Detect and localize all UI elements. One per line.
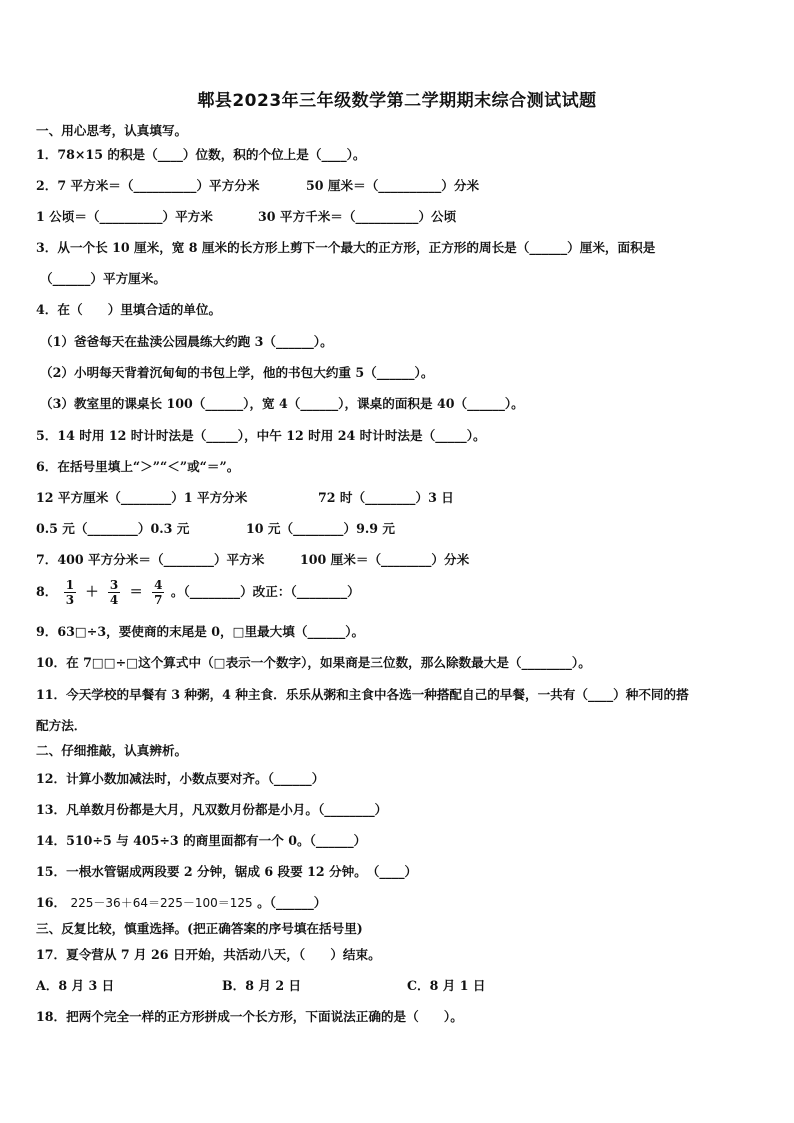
question-13: 13．凡单数月份都是大月，凡双数月份都是小月。（________） — [36, 802, 388, 817]
question-17-option-c: C．8 月 1 日 — [407, 978, 486, 993]
question-4-part-2: （2）小明每天背着沉甸甸的书包上学，他的书包大约重 5（______）。 — [40, 365, 434, 380]
question-4: 4．在（ ）里填合适的单位。 — [36, 302, 222, 317]
question-6b: 72 时（________）3 日 — [318, 490, 454, 505]
question-6c: 0.5 元（________）0.3 元 — [36, 521, 190, 536]
question-18: 18．把两个完全一样的正方形拼成一个长方形，下面说法正确的是（ ）。 — [36, 1009, 463, 1024]
question-2d: 30 平方千米＝（__________）公顷 — [258, 209, 457, 224]
question-9: 9．63□÷3，要使商的末尾是 0，□里最大填（______）。 — [36, 624, 365, 639]
question-16-suffix: 。（______） — [257, 895, 327, 910]
question-11-line-1: 11．今天学校的早餐有 3 种粥，4 种主食．乐乐从粥和主食中各选一种搭配自己的早餐，一共有（____）种不同的搭 — [36, 687, 689, 702]
question-3-line-1: 3．从一个长 10 厘米，宽 8 厘米的长方形上剪下一个最大的正方形，正方形的周长是（______）厘米，面积是 — [36, 240, 656, 255]
section-1-heading: 一、用心思考，认真填写。 — [36, 123, 188, 138]
question-4-part-1: （1）爸爸每天在盐渎公园晨练大约跑 3（______）。 — [40, 334, 333, 349]
question-14: 14．510÷5 与 405÷3 的商里面都有一个 0。（______） — [36, 833, 367, 848]
question-4-part-3: （3）教室里的课桌长 100（______），宽 4（______），课桌的面积是 40（______）。 — [40, 396, 524, 411]
question-2a: 2．7 平方米＝（__________）平方分米 — [36, 178, 260, 193]
question-8 — [36, 578, 360, 607]
question-2b: 50 厘米＝（__________）分米 — [306, 178, 480, 193]
question-3-line-2: （______）平方厘米。 — [40, 271, 166, 286]
question-7a: 7．400 平方分米＝（________）平方米 — [36, 552, 265, 567]
question-12: 12．计算小数加减法时，小数点要对齐。（______） — [36, 771, 325, 786]
question-17-option-b: B．8 月 2 日 — [222, 978, 302, 993]
equals-sign: ＝ — [129, 584, 143, 600]
question-15: 15．一根水管锯成两段要 2 分钟，锯成 6 段要 12 分钟。 （____） — [36, 864, 418, 879]
question-17-option-a: A．8 月 3 日 — [36, 978, 115, 993]
question-6d: 10 元（________）9.9 元 — [246, 521, 395, 536]
question-8-suffix: 。（________）改正：（________） — [170, 584, 360, 599]
fraction-three-quarters: $\frac{3}{4}$ — [109, 578, 119, 607]
question-2c: 1 公顷＝（__________）平方米 — [36, 209, 213, 224]
section-2-heading: 二、仔细推敲，认真辨析。 — [36, 743, 188, 758]
fraction-one-third: $\frac{1}{3}$ — [65, 578, 75, 607]
question-10: 10．在 7□□÷□这个算式中（□表示一个数字），如果商是三位数，那么除数最大是（________）。 — [36, 655, 591, 670]
question-7b: 100 厘米＝（________）分米 — [300, 552, 470, 567]
question-6: 6．在括号里填上“＞”“＜”或“＝”。 — [36, 459, 240, 474]
question-5: 5．14 时用 12 时计时法是（_____），中午 12 时用 24 时计时法是（_____）。 — [36, 428, 486, 443]
question-17: 17．夏令营从 7 月 26 日开始，共活动八天，（ ）结束。 — [36, 947, 381, 962]
question-16-expression: 225－36＋64＝225－100＝125 — [70, 896, 253, 910]
question-16 — [36, 894, 326, 912]
question-1: 1．78×15 的积是（____）位数，积的个位上是（____）。 — [36, 147, 366, 162]
question-11-line-2: 配方法． — [36, 718, 87, 733]
fraction-four-sevenths: $\frac{4}{7}$ — [154, 578, 163, 607]
page-title: 郫县2023年三年级数学第二学期期末综合测试试题 — [197, 91, 597, 111]
section-3-heading: 三、反复比较，慎重选择。(把正确答案的序号填在括号里) — [36, 921, 363, 936]
question-6a: 12 平方厘米（________）1 平方分米 — [36, 490, 248, 505]
question-16-number: 16． — [36, 895, 67, 910]
plus-sign: ＋ — [85, 584, 99, 600]
question-8-number: 8． — [36, 584, 58, 599]
